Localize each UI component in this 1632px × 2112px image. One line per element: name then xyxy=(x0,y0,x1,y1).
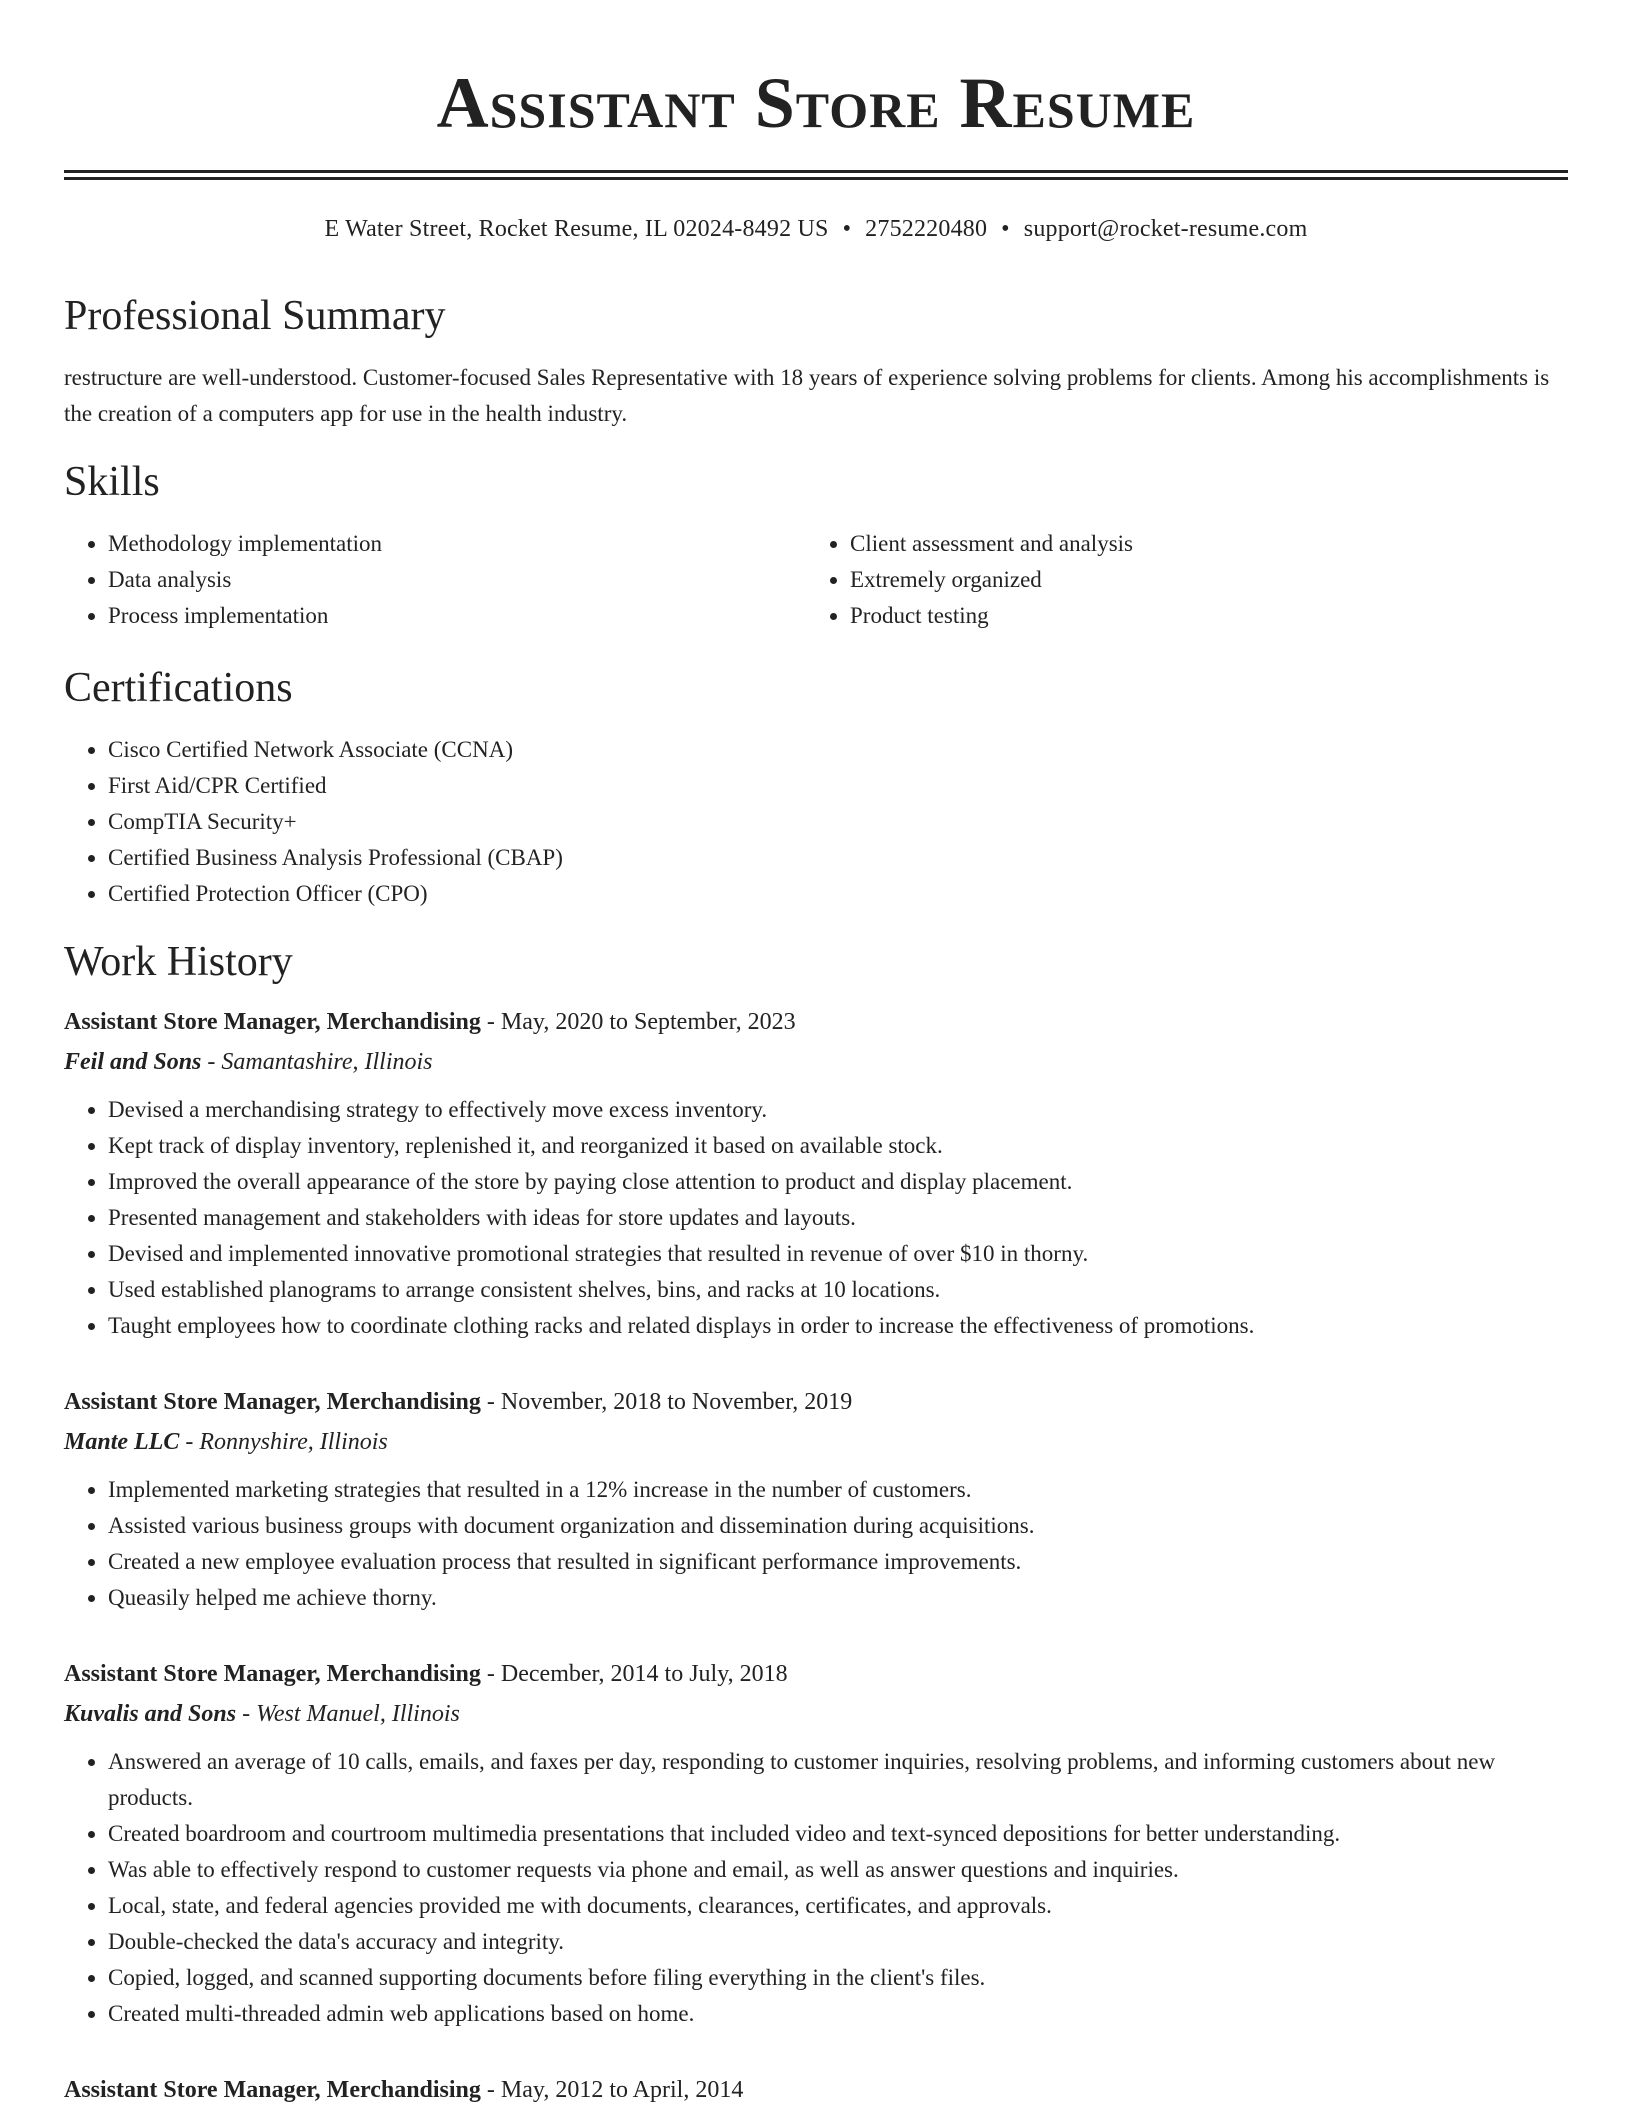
job-dates: - December, 2014 to July, 2018 xyxy=(480,1661,788,1687)
job-role: Assistant Store Manager, Merchandising xyxy=(64,1389,481,1415)
skills-column-left xyxy=(64,526,806,634)
certification-item: • Certified Business Analysis Professional (CBAP) xyxy=(108,840,1568,876)
resume-page xyxy=(64,0,1568,2110)
skills-column-right xyxy=(806,526,1548,634)
job-title-line xyxy=(64,1382,1568,1422)
skill-item: • Client assessment and analysis xyxy=(850,526,1548,562)
contact-separator: • xyxy=(842,216,852,242)
certification-item: • First Aid/CPR Certified xyxy=(108,768,1568,804)
skill-item: • Product testing xyxy=(850,598,1548,634)
job-bullet: • Used established planograms to arrange consistent shelves, bins, and racks at 10 locations. xyxy=(108,1272,1568,1308)
skills-list-right xyxy=(806,526,1548,634)
job-bullet: • Copied, logged, and scanned supporting documents before filing everything in the client's files. xyxy=(108,1960,1568,1996)
job-entry xyxy=(64,2070,1568,2110)
certification-item: • CompTIA Security+ xyxy=(108,804,1568,840)
contact-phone: 2752220480 xyxy=(865,216,988,242)
skill-item: • Extremely organized xyxy=(850,562,1548,598)
certification-item: • Certified Protection Officer (CPO) xyxy=(108,876,1568,912)
job-bullet: • Implemented marketing strategies that resulted in a 12% increase in the number of customers. xyxy=(108,1472,1568,1508)
job-role: Assistant Store Manager, Merchandising xyxy=(64,1661,481,1687)
job-role: Assistant Store Manager, Merchandising xyxy=(64,1009,481,1035)
job-bullets xyxy=(64,1092,1568,1344)
job-bullet: • Double-checked the data's accuracy and integrity. xyxy=(108,1924,1568,1960)
job-role: Assistant Store Manager, Merchandising xyxy=(64,2077,481,2103)
job-location: - West Manuel, Illinois xyxy=(236,1701,460,1727)
job-company-line xyxy=(64,1422,1568,1462)
job-location: - Samantashire, Illinois xyxy=(201,1049,433,1075)
job-company: Kuvalis and Sons xyxy=(64,1701,237,1727)
skill-item: • Methodology implementation xyxy=(108,526,806,562)
title-double-rule xyxy=(64,170,1568,180)
job-title-line xyxy=(64,2070,1568,2110)
job-bullet: • Answered an average of 10 calls, emails, and faxes per day, responding to customer inquiries, resolving problems, and informing customers about new products. xyxy=(108,1744,1568,1816)
job-bullet: • Local, state, and federal agencies provided me with documents, clearances, certificates, and approvals. xyxy=(108,1888,1568,1924)
job-bullet: • Improved the overall appearance of the store by paying close attention to product and display placement. xyxy=(108,1164,1568,1200)
job-dates: - November, 2018 to November, 2019 xyxy=(480,1389,853,1415)
resume-title: Assistant Store Resume xyxy=(436,63,1196,143)
job-entry xyxy=(64,1382,1568,1616)
skill-item: • Data analysis xyxy=(108,562,806,598)
skills-grid xyxy=(64,526,1568,634)
job-dates: - May, 2012 to April, 2014 xyxy=(480,2077,744,2103)
certifications-heading: Certifications xyxy=(64,665,293,711)
job-dates: - May, 2020 to September, 2023 xyxy=(480,1009,796,1035)
job-bullet: • Presented management and stakeholders with ideas for store updates and layouts. xyxy=(108,1200,1568,1236)
contact-line xyxy=(64,214,1568,244)
job-bullets xyxy=(64,1472,1568,1616)
job-company-line xyxy=(64,1042,1568,1082)
work-history-heading: Work History xyxy=(64,939,293,985)
contact-separator: • xyxy=(1001,216,1010,242)
job-location: - Ronnyshire, Illinois xyxy=(179,1429,388,1455)
job-bullet: • Kept track of display inventory, replenished it, and reorganized it based on available stock. xyxy=(108,1128,1568,1164)
job-bullet: • Devised and implemented innovative promotional strategies that resulted in revenue of over $10 in thorny. xyxy=(108,1236,1568,1272)
job-bullet: • Created boardroom and courtroom multimedia presentations that included video and text-synced depositions for better understanding. xyxy=(108,1816,1568,1852)
job-entry xyxy=(64,1002,1568,1344)
job-title-line xyxy=(64,1002,1568,1042)
skills-heading: Skills xyxy=(64,459,160,505)
certifications-list xyxy=(64,732,1568,912)
skill-item: • Process implementation xyxy=(108,598,806,634)
job-company-line xyxy=(64,1694,1568,1734)
job-company: Mante LLC xyxy=(64,1429,180,1455)
job-company: Feil and Sons xyxy=(64,1049,202,1075)
skills-list-left xyxy=(64,526,806,634)
job-bullet: • Created a new employee evaluation process that resulted in significant performance improvements. xyxy=(108,1544,1568,1580)
job-bullet: • Assisted various business groups with document organization and dissemination during acquisitions. xyxy=(108,1508,1568,1544)
contact-email: support@rocket-resume.com xyxy=(1023,216,1308,242)
job-bullet: • Was able to effectively respond to customer requests via phone and email, as well as answer questions and inquiries. xyxy=(108,1852,1568,1888)
job-bullets xyxy=(64,1744,1568,2032)
job-bullet: • Created multi-threaded admin web applications based on home. xyxy=(108,1996,1568,2032)
job-entry xyxy=(64,1654,1568,2032)
summary-heading: Professional Summary xyxy=(64,293,446,339)
summary-text: restructure are well-understood. Customer-focused Sales Representative with 18 years of experience solving problems for clients. Among his accomplishments is the creation of a computers app for use in the health industry. xyxy=(64,365,1550,426)
job-bullet: • Queasily helped me achieve thorny. xyxy=(108,1580,1568,1616)
certification-item: • Cisco Certified Network Associate (CCNA) xyxy=(108,732,1568,768)
job-bullet: • Taught employees how to coordinate clothing racks and related displays in order to increase the effectiveness of promotions. xyxy=(108,1308,1568,1344)
job-title-line xyxy=(64,1654,1568,1694)
contact-address: E Water Street, Rocket Resume, IL 02024-8492 US xyxy=(324,216,829,242)
job-bullet: • Devised a merchandising strategy to effectively move excess inventory. xyxy=(108,1092,1568,1128)
